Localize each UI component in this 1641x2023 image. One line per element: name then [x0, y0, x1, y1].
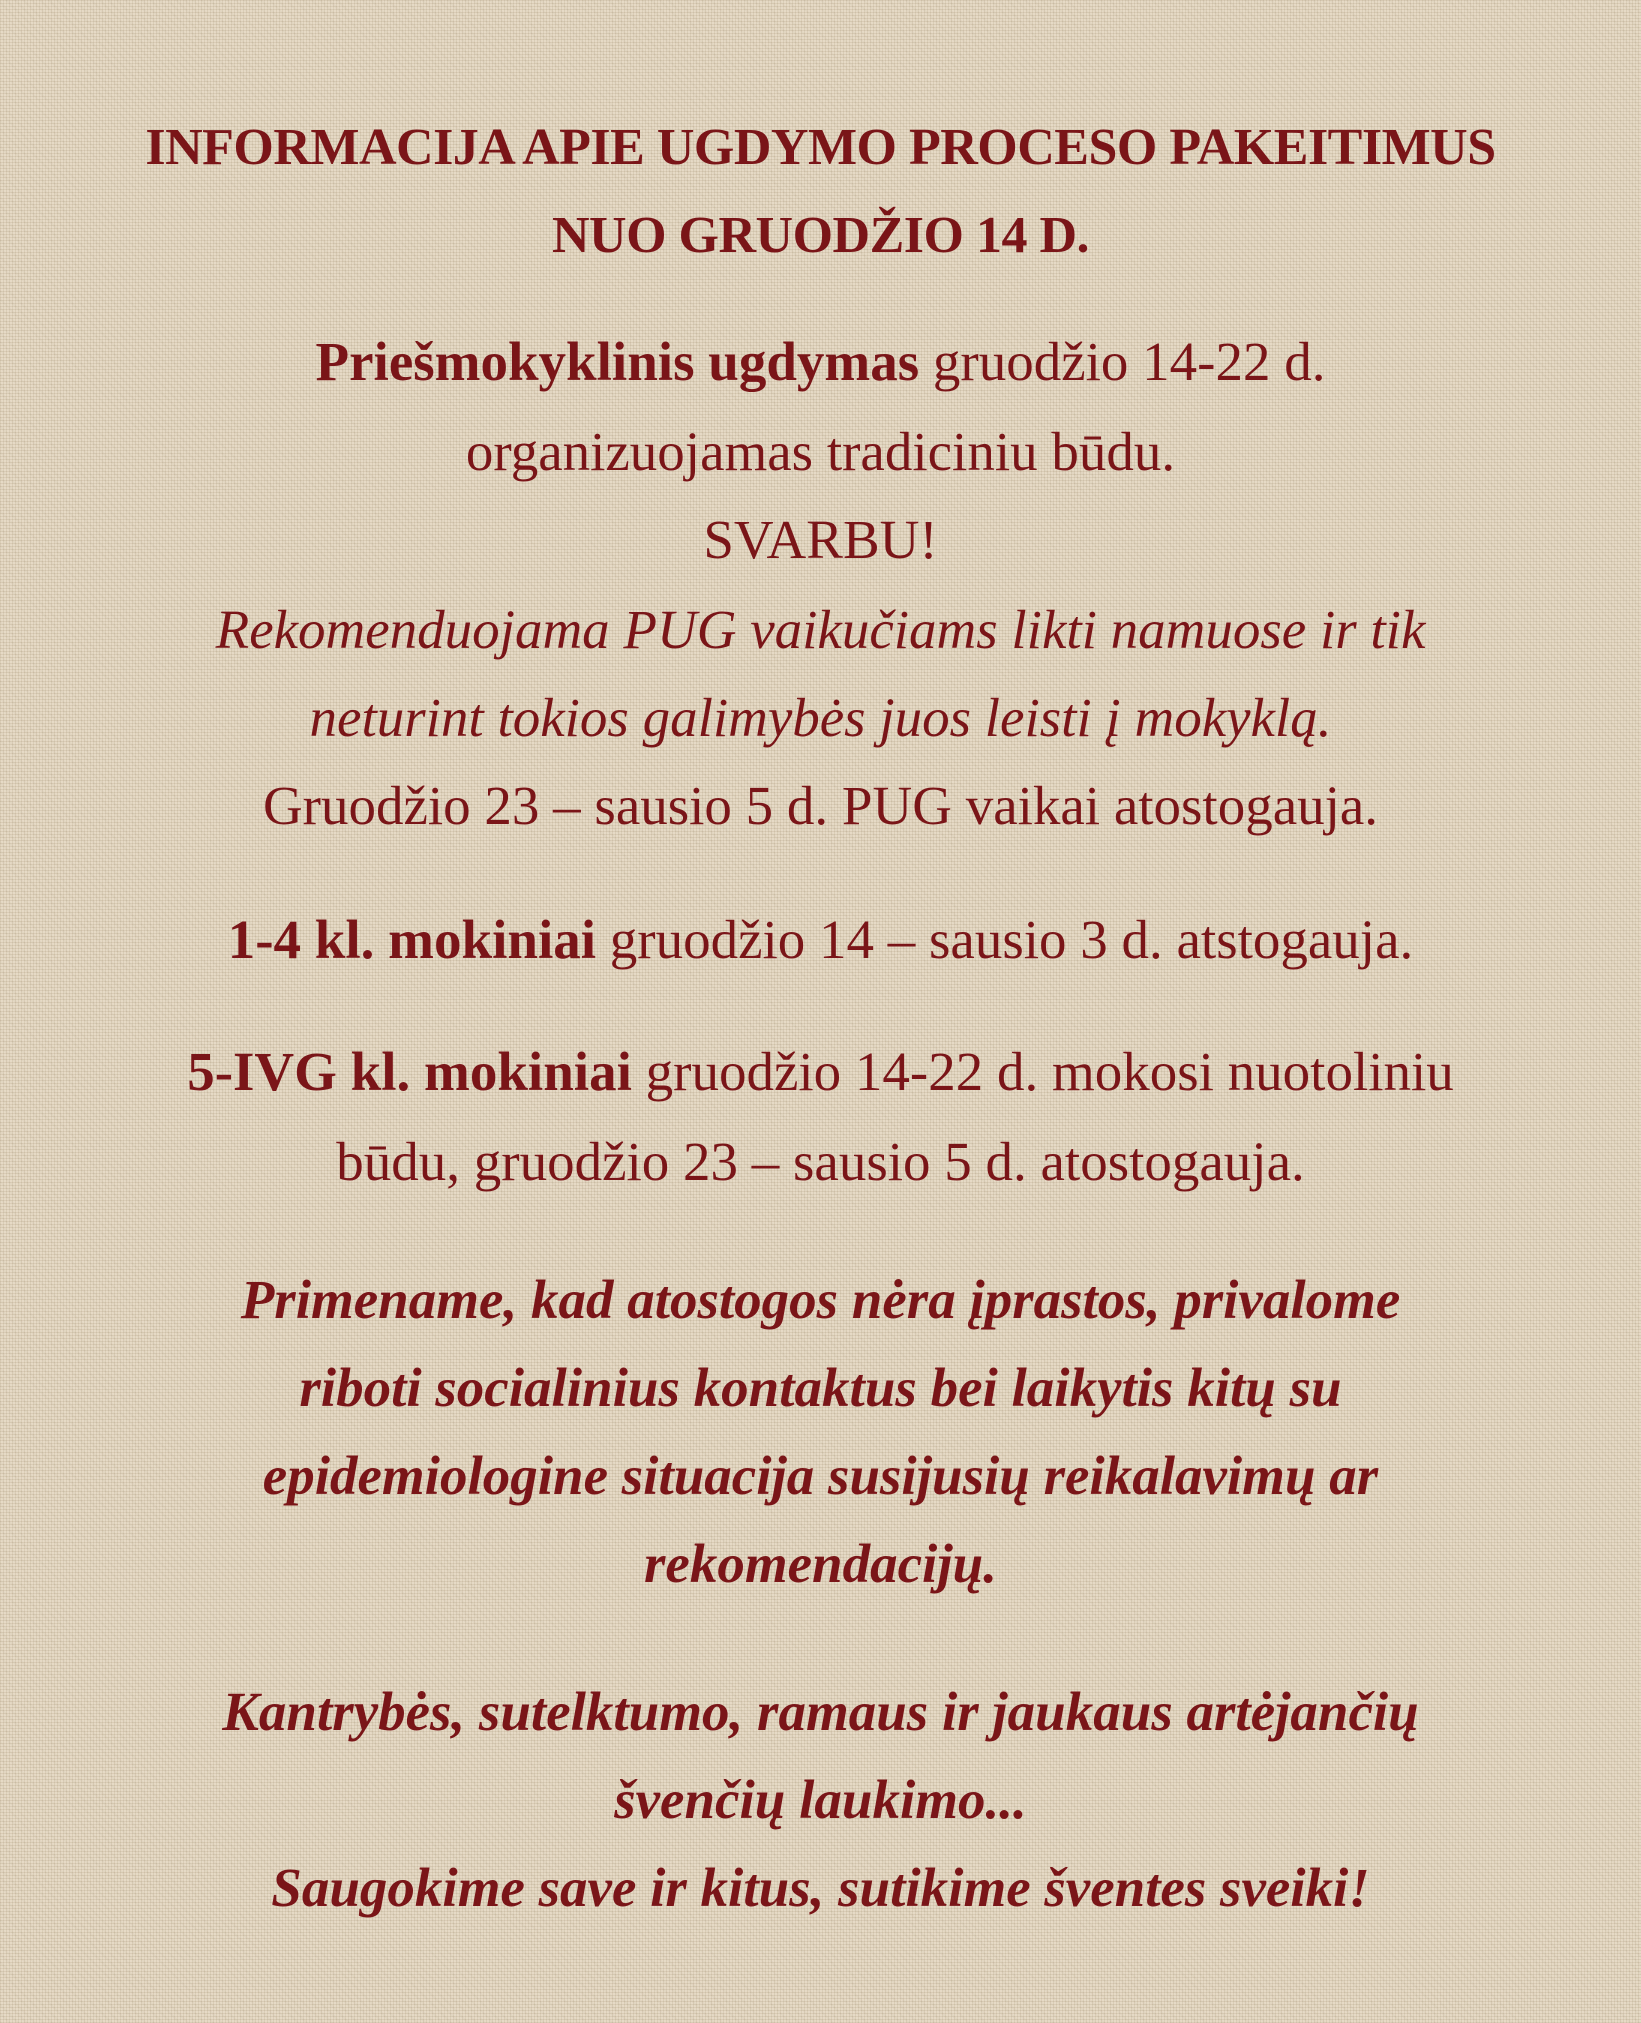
- recommendation-line-1: Rekomenduojama PUG vaikučiams likti namuose ir tik: [215, 599, 1426, 660]
- preschool-holiday: Gruodžio 23 – sausio 5 d. PUG vaikai atostogauja.: [262, 775, 1379, 836]
- wishes-line-1: Kantrybės, sutelktumo, ramaus ir jaukaus artėjančių: [222, 1681, 1419, 1742]
- notice-title-line-2: NUO GRUODŽIO 14 D.: [551, 207, 1090, 264]
- wishes-line-2: švenčių laukimo...: [614, 1769, 1027, 1830]
- preschool-label: Priešmokyklinis ugdymas: [315, 331, 920, 392]
- reminder-line-1: Primename, kad atostogos nėra įprastos, privalome: [240, 1269, 1401, 1330]
- grades-5-ivg-label: 5-IVG kl. mokiniai: [187, 1041, 632, 1102]
- grades-1-4-dates: gruodžio 14 – sausio 3 d. atstogauja.: [596, 909, 1414, 970]
- reminder-line-2: riboti socialinius kontaktus bei laikytis kitų su: [299, 1357, 1342, 1418]
- grades-5-ivg-dates: gruodžio 14-22 d. mokosi nuotoliniu: [631, 1041, 1454, 1102]
- notice-title-line-1: INFORMACIJA APIE UGDYMO PROCESO PAKEITIMUS: [145, 119, 1496, 176]
- preschool-dates: gruodžio 14-22 d.: [919, 331, 1326, 392]
- grades-5-ivg-paragraph-line-2: būdu, gruodžio 23 – sausio 5 d. atostogauja.: [336, 1131, 1305, 1192]
- reminder-line-4: rekomendacijų.: [644, 1533, 997, 1594]
- recommendation-line-2: neturint tokios galimybės juos leisti į mokyklą.: [309, 687, 1332, 748]
- wishes-line-3: Saugokime save ir kitus, sutikime šventes sveiki!: [271, 1857, 1370, 1918]
- grades-1-4-label: 1-4 kl. mokiniai: [227, 909, 597, 970]
- reminder-line-3: epidemiologine situacija susijusių reikalavimų ar: [262, 1445, 1379, 1506]
- preschool-paragraph-line-2: organizuojamas tradiciniu būdu.: [465, 421, 1176, 482]
- grades-5-ivg-paragraph-line-1: [0, 1040, 1641, 1103]
- important-label: SVARBU!: [703, 509, 938, 570]
- grades-1-4-paragraph: [0, 908, 1641, 971]
- preschool-paragraph-line-1: [0, 330, 1641, 393]
